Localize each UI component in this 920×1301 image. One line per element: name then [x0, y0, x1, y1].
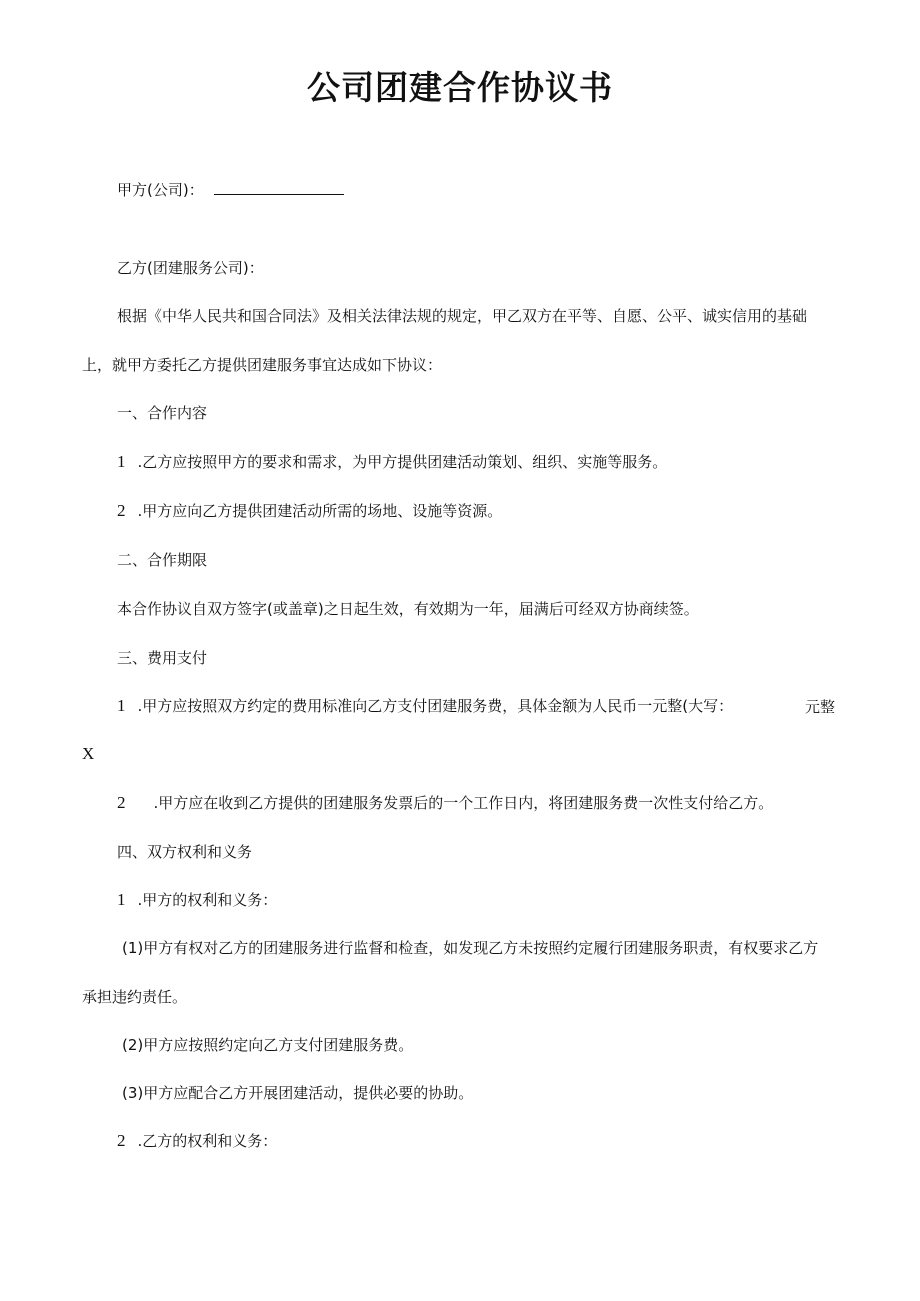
item-text: .甲方应按照双方约定的费用标准向乙方支付团建服务费，具体金额为人民币一元整(大写：: [137, 697, 734, 715]
party-b-label: 乙方(团建服务公司)：: [117, 259, 264, 277]
item-text: .甲方应向乙方提供团建活动所需的场地、设施等资源。: [137, 502, 503, 520]
section-2-text: 本合作协议自双方签字(或盖章)之日起生效，有效期为一年，届满后可经双方协商续签。: [117, 600, 699, 618]
item-number: 1: [117, 452, 126, 471]
section-4-item-1: [117, 890, 277, 910]
section-1-item-2: [117, 501, 502, 521]
party-a-line: [117, 180, 344, 200]
item-number: 2: [117, 501, 126, 520]
section-3-item-2: [117, 793, 773, 813]
item-number: 1: [117, 890, 126, 909]
section-1-item-1: [117, 452, 667, 472]
section-3-item-1: [117, 696, 733, 716]
section-3-heading: 三、费用支付: [117, 649, 208, 667]
preamble-line-2: 上，就甲方委托乙方提供团建服务事宜达成如下协议：: [82, 356, 443, 374]
item-text: .乙方应按照甲方的要求和需求，为甲方提供团建活动策划、组织、实施等服务。: [137, 453, 668, 471]
item-number: 2: [117, 793, 126, 812]
item-text: .甲方应在收到乙方提供的团建服务发票后的一个工作日内，将团建服务费一次性支付给乙方。: [153, 794, 774, 812]
section-4-item-2: [117, 1131, 277, 1151]
item-text: .甲方的权利和义务：: [137, 891, 278, 909]
document-title: 公司团建合作协议书: [307, 68, 613, 107]
section-4-sub-2: (2)甲方应按照约定向乙方支付团建服务费。: [122, 1036, 414, 1054]
item-number: 2: [117, 1131, 126, 1150]
section-4-sub-3: (3)甲方应配合乙方开展团建活动，提供必要的协助。: [122, 1084, 474, 1102]
amount-suffix: 元整: [805, 698, 836, 716]
section-4-sub-1-line-1: (1)甲方有权对乙方的团建服务进行监督和检查，如发现乙方未按照约定履行团建服务职责，有权要求乙方: [122, 939, 819, 957]
section-1-heading: 一、合作内容: [117, 404, 208, 422]
section-2-heading: 二、合作期限: [117, 551, 208, 569]
item-number: 1: [117, 696, 126, 715]
section-3-item-1-wrap: X: [82, 744, 95, 763]
item-text: .乙方的权利和义务：: [137, 1132, 278, 1150]
section-4-heading: 四、双方权利和义务: [117, 843, 253, 861]
section-4-sub-1-line-2: 承担违约责任。: [82, 988, 188, 1006]
party-a-label: 甲方(公司)：: [117, 181, 204, 199]
party-a-blank: [214, 180, 344, 195]
preamble-line-1: 根据《中华人民共和国合同法》及相关法律法规的规定，甲乙双方在平等、自愿、公平、诚实信用的基础: [117, 307, 808, 325]
